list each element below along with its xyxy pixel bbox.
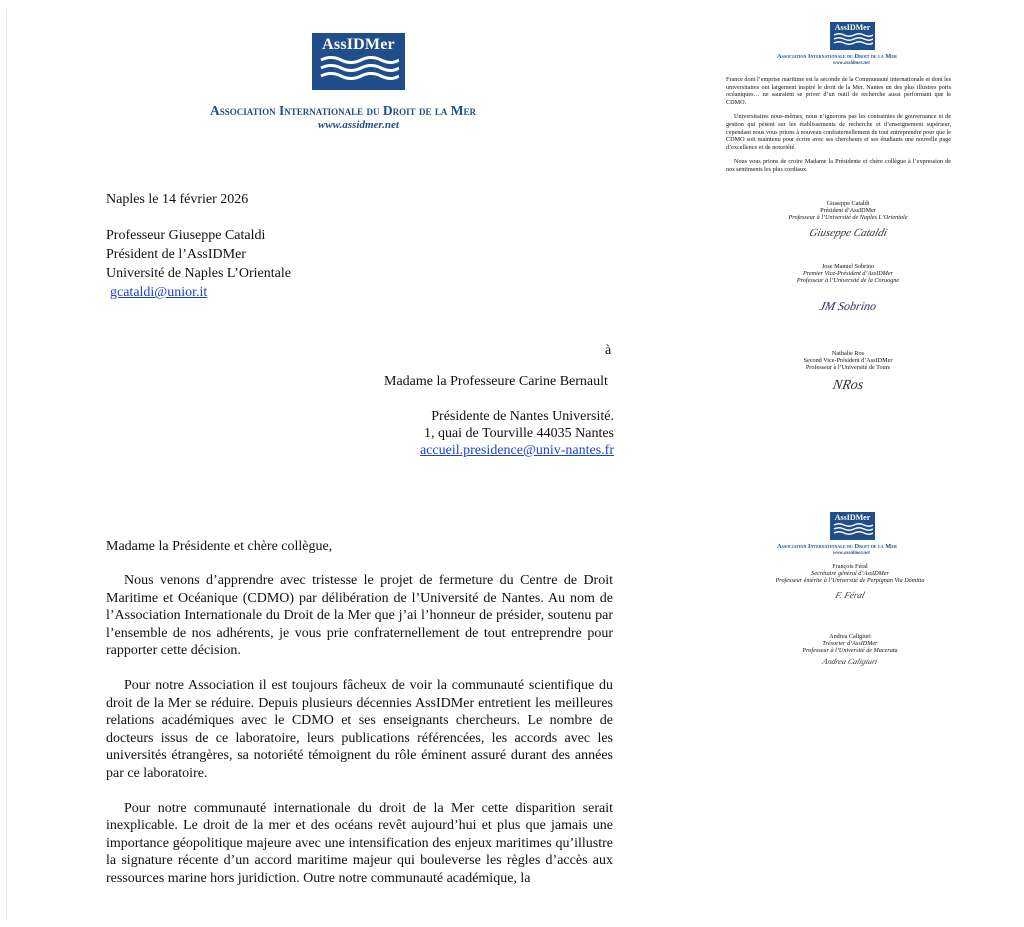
signature: Andrea Caligiuri [821, 656, 879, 666]
website: www.assidmer.net [318, 119, 399, 131]
logo-text-small: AssIDMer [834, 23, 871, 32]
sender-block [106, 226, 291, 302]
salutation: Madame la Présidente et chère collègue, [106, 539, 333, 554]
signatory [740, 633, 960, 665]
waves-icon [319, 54, 399, 84]
letter-page-2 [705, 10, 1015, 460]
sender-name: Professeur Giuseppe Cataldi [106, 228, 266, 243]
signatory-role: Président d’AssIDMer [820, 207, 876, 215]
signatory [740, 563, 960, 599]
letter-page-3 [705, 505, 1015, 705]
signature: NRos [831, 377, 865, 393]
recipient-block [398, 408, 614, 459]
signatory-role: Trésorier d’AssIDMer [822, 640, 878, 648]
recipient-title: Présidente de Nantes Université. [431, 409, 614, 424]
signature: F. Féral [834, 589, 866, 600]
signatory-affiliation: Professeur à l’Université de la Coruogne [796, 277, 900, 285]
signatory [768, 263, 928, 313]
signatory-affiliation: Professeur à l’Université de Naples L’Orientale [788, 214, 908, 222]
signatory [768, 200, 928, 237]
recipient-name: Madame la Professeure Carine Bernault [384, 374, 608, 389]
waves-icon [833, 522, 873, 537]
signatory-role: Secrétaire général d’AssIDMer [811, 570, 889, 578]
body-paragraph: Nous venons d’apprendre avec tristesse le projet de fermeture du Centre de Droit Maritime et Océanique (CDMO) par délibération de l’Université de Nantes. Au nom de l’Association Internationale du Droit de la Mer que j’ai l’honneur de présider, soutenu par l’ensemble de nos adhérents, je vous prie confraternellement de tout entreprendre pour rapporter cette décision. [106, 573, 613, 659]
recipient-address: 1, quai de Tourville 44035 Nantes [423, 426, 614, 441]
signatory-name: François Féral [832, 563, 868, 570]
page2-paragraph: Universitaires nous-mêmes, nous n’ignorons pas les contraintes de gouvernance et de gestion qui pèsent sur les établissements de recherche et d’enseignement supérieur, cependant nous vous prions à nouveau confraternellement de tout entreprendre pour que le CDMO soit maintenu pour écrire avec ses chercheurs et ses étudiants une nouvelle page d’excellence et de notoriété. [726, 113, 951, 151]
sender-university: Université de Naples L’Orientale [106, 266, 291, 281]
page2-paragraph: Nous vous prions de croire Madame la Présidente et chère collègue à l’expression de nos sentiments les plus cordiaux. [726, 158, 951, 173]
to-marker: à [605, 343, 612, 358]
signatory-role: Second Vice-Président d’AssIDMer [803, 357, 893, 365]
website-small: www.assidmer.net [833, 61, 870, 66]
signatory-name: Andrea Caligiuri [829, 633, 871, 640]
waves-icon [833, 32, 873, 47]
page2-paragraph: France dont l’emprise maritime est la seconde de la Communauté internationale et dont les universitaires ont largement inspiré le droit de la Mer. Nantes un des plus illustres ports océaniques… ne sauraient se priver d’un outil de recherche aussi performant que le CDMO. [726, 76, 951, 106]
signatory-role: Premier Vice-Président d’AssIDMer [802, 270, 894, 278]
page2-body [726, 76, 951, 174]
assidmer-logo-small [830, 22, 875, 50]
recipient-email-link[interactable]: accueil.presidence@univ-nantes.fr [419, 443, 614, 458]
page-edge [6, 10, 7, 920]
website-small: www.assidmer.net [833, 551, 870, 556]
signatory [768, 350, 928, 393]
assidmer-logo-small [830, 512, 875, 540]
signature: JM Sobrino [818, 298, 878, 313]
association-name-small: Association Internationale du Droit de la Mer [777, 53, 897, 60]
signatory-affiliation: Professeur à l’Université de Tours [805, 364, 891, 372]
place-date: Naples le 14 février 2026 [106, 192, 249, 207]
body-paragraph: Pour notre communauté internationale du droit de la Mer cette disparition serait inexplicable. Le droit de la mer et des océans revêt aujourd’hui et plus que jamais une importance géopolitique majeure avec une intensification des enjeux maritimes qu’illustre la signature récente d’un accord maritime majeur qui bouleverse les règles d’accès aux ressources marine hors juridiction. Outre notre communauté académique, la [106, 800, 613, 886]
association-name: Association Internationale du Droit de la Mer [210, 103, 476, 118]
signatory-name: Giuseppe Cataldi [826, 200, 870, 207]
sender-email-link[interactable]: gcataldi@unior.it [110, 285, 208, 300]
signatory-affiliation: Professeur émérite à l’Université de Perpignan Via Domitia [775, 577, 925, 585]
signatory-name: Jose Manuel Sobrino [821, 263, 875, 270]
sender-title: Président de l’AssIDMer [106, 247, 246, 262]
body-paragraph: Pour notre Association il est toujours fâcheux de voir la communauté scientifique du droit de la Mer se réduire. Depuis plusieurs décennies AssIDMer entretient les meilleures relations académiques avec le CDMO et ses enseignants chercheurs. Le nombre de docteurs issus de ce laboratoire, leurs publications référencées, les accords avec les universités étrangères, sa notoriété témoignent du rôle éminent assuré durant des années par ce laboratoire. [106, 677, 613, 781]
signature: Giuseppe Cataldi [807, 226, 889, 239]
letter-body [106, 572, 613, 888]
assidmer-logo [312, 33, 405, 90]
logo-text-small: AssIDMer [834, 513, 871, 522]
logo-text: AssIDMer [322, 36, 395, 53]
association-name-small: Association Internationale du Droit de la Mer [777, 543, 897, 550]
signatory-name: Nathalie Ros [831, 350, 865, 357]
signatory-affiliation: Professeur à l’Université de Macerata [802, 647, 898, 655]
